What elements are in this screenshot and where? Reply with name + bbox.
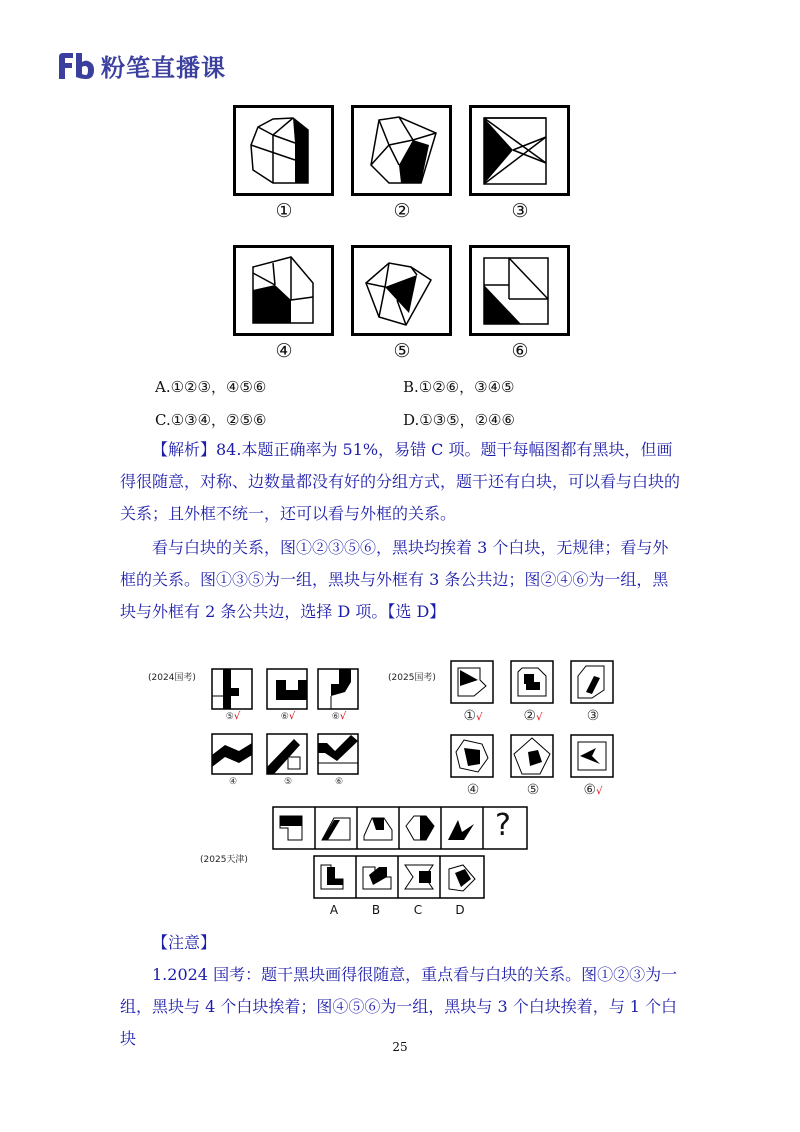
example-2025-num-3: ③	[586, 708, 600, 724]
choice-d: D	[455, 903, 465, 917]
example-2025-1	[450, 660, 494, 704]
example-2025-4	[450, 734, 494, 778]
label-2025: (2025国考)	[388, 673, 436, 683]
option-a: A.①②③，④⑤⑥	[155, 378, 267, 396]
example-2024-6	[317, 733, 359, 775]
figure-1	[233, 105, 334, 196]
figure-6-label: ⑥	[511, 340, 529, 362]
choice-a: A	[329, 903, 339, 917]
example-2024-num-3: ⑥√	[331, 711, 347, 722]
example-2024-3	[317, 668, 359, 710]
choice-b: B	[371, 903, 381, 917]
question-mark: ?	[495, 808, 511, 843]
example-2024-4	[211, 733, 253, 775]
example-2025-num-6: ⑥√	[583, 782, 603, 798]
example-2024-num-4: ④	[228, 777, 238, 787]
example-2024-1	[211, 668, 253, 710]
analysis-paragraph-2	[120, 532, 680, 628]
label-2024: (2024国考)	[148, 673, 196, 683]
figure-3	[469, 105, 570, 196]
figure-4	[233, 245, 334, 336]
figure-5-label: ⑤	[393, 340, 411, 362]
figure-1-label: ①	[275, 200, 293, 222]
example-2024-2	[266, 668, 308, 710]
fb-logo-icon	[57, 51, 95, 81]
figure-6	[469, 245, 570, 336]
option-c: C.①③④，②⑤⑥	[155, 411, 267, 429]
tianjin-choices	[313, 855, 485, 899]
example-2024-num-6: ⑥	[334, 777, 344, 787]
example-2025-2	[510, 660, 554, 704]
analysis-paragraph-1	[120, 434, 680, 530]
figure-4-label: ④	[275, 340, 293, 362]
example-2024-num-2: ⑥√	[280, 711, 296, 722]
example-2025-num-2: ②√	[523, 708, 543, 724]
example-2025-num-1: ①√	[463, 708, 483, 724]
brand-logo	[57, 48, 226, 83]
analysis-text-1: 【解析】84.本题正确率为 51%，易错 C 项。题干每幅图都有黑块，但画得很随意，对称、边数量都没有好的分组方式，题干还有白块，可以看与白块的关系；且外框不统一，还可以看与外框的关系。	[120, 440, 681, 523]
note-text-1: 1.2024 国考：题干黑块画得很随意，重点看与白块的关系。图①②③为一组，黑块与 4 个白块挨着；图④⑤⑥为一组，黑块与 3 个白块挨着，与 1 个白块	[120, 965, 678, 1048]
figure-3-label: ③	[511, 200, 529, 222]
note-title: 【注意】	[152, 933, 217, 952]
choice-c: C	[413, 903, 423, 917]
example-2025-3	[570, 660, 614, 704]
example-2025-5	[510, 734, 554, 778]
figure-2-label: ②	[393, 200, 411, 222]
brand-name: 粉笔直播课	[101, 54, 226, 82]
option-d: D.①③⑤，②④⑥	[403, 411, 515, 429]
page-number: 25	[392, 1040, 408, 1054]
example-2025-6	[570, 734, 614, 778]
example-2025-num-5: ⑤	[526, 782, 540, 798]
example-2024-num-5: ⑤	[283, 777, 293, 787]
option-b: B.①②⑥，③④⑤	[403, 378, 515, 396]
label-tianjin: (2025天津)	[200, 855, 248, 865]
example-2024-5	[266, 733, 308, 775]
example-2025-num-4: ④	[466, 782, 480, 798]
figure-5	[351, 245, 452, 336]
analysis-text-2: 看与白块的关系，图①②③⑤⑥，黑块均挨着 3 个白块，无规律；看与外框的关系。图①③⑤为一组，黑块与外框有 3 条公共边；图②④⑥为一组，黑块与外框有 2 条公共边，选择 D 项。【选 D】	[120, 538, 669, 621]
figure-2	[351, 105, 452, 196]
example-2024-num-1: ⑤√	[225, 711, 241, 722]
